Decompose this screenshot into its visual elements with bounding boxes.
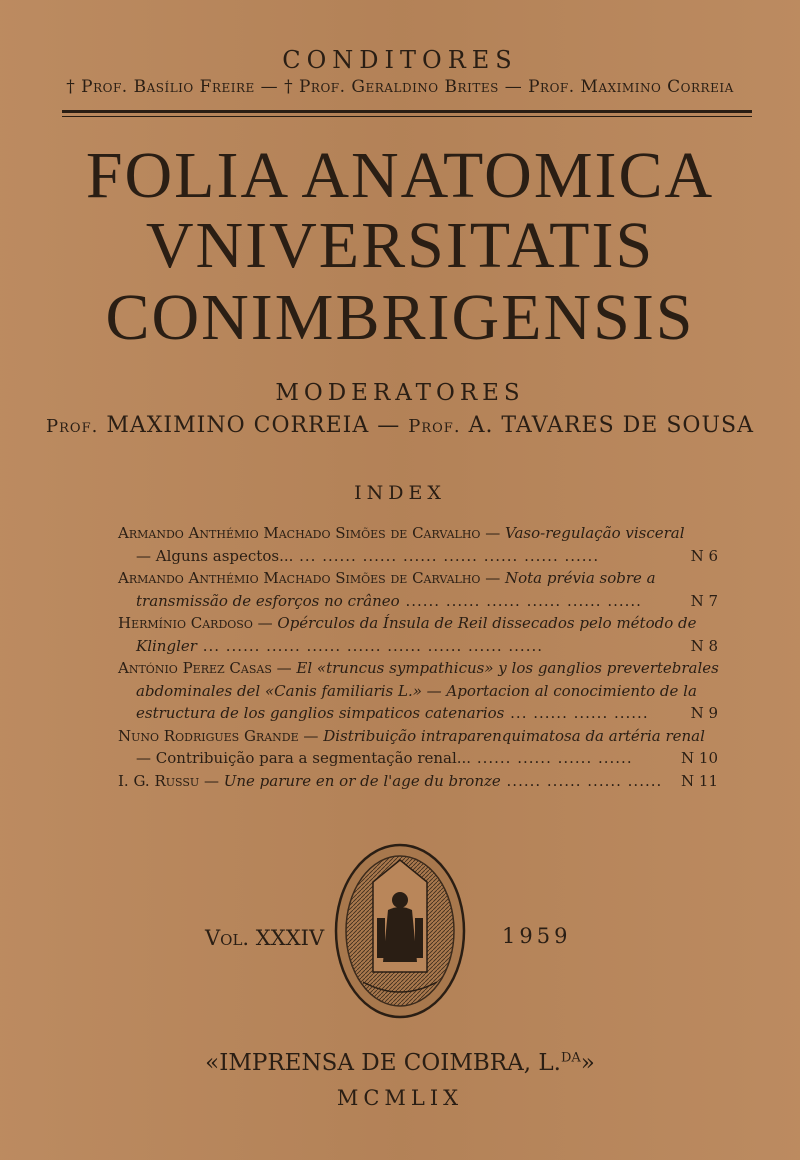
index-heading: INDEX	[354, 482, 446, 504]
index-entry: Hermínio Cardoso — Opérculos da Ínsula de Reil dissecados pelo método de Klingler ... ...... ...... ...... ...... ...... ...... ...... ...... N 8	[118, 612, 718, 657]
entry-number: N 7	[690, 591, 718, 610]
entry-title: El «truncus sympathicus» y los ganglios prevertebrales	[296, 659, 719, 677]
entry-author: Armando Anthémio Machado Simões de Carvalho	[118, 569, 481, 587]
entry-number: N 6	[690, 546, 718, 565]
entry-title: Opérculos da Ínsula de Reil dissecados pelo método de	[277, 614, 697, 632]
publisher-line	[0, 1050, 800, 1076]
conditores-names: † Prof. Basílio Freire — † Prof. Geraldino Brites — Prof. Maximino Correia	[66, 77, 734, 97]
prof-prefix: Prof.	[408, 416, 461, 437]
prof-prefix: Prof.	[46, 416, 99, 437]
entry-title-cont: estructura de los ganglios simpaticos catenarios	[136, 704, 505, 722]
publisher-sup: DA	[560, 1050, 581, 1066]
index-entry: Nuno Rodrigues Grande — Distribuição intraparenquimatosa da artéria renal — Contribuição para a segmentação renal... ...... ...... ...... ...... N 10	[118, 725, 718, 770]
university-seal-icon	[333, 842, 467, 1020]
entry-title: Distribuição intraparenquimatosa da artéria renal	[323, 726, 705, 745]
publisher-end: »	[580, 1050, 595, 1076]
entry-number: N 11	[681, 771, 718, 790]
entry-author: I. G. Russu	[118, 771, 200, 790]
index-entry: Armando Anthémio Machado Simões de Carvalho — Vaso-regulação visceral — Alguns aspectos... ... ...... ...... ...... ...... ...... ...... ...... N 6	[118, 522, 718, 567]
double-rule-top	[62, 110, 752, 113]
index-list	[118, 522, 718, 792]
index-entry: António Perez Casas — El «truncus sympathicus» y los ganglios prevertebrales abdominales del «Canis familiaris L.» — Aportacion al conocimiento de la estructura de los ganglios simpaticos catenarios ... ...... ...... ...... N 9	[118, 657, 718, 725]
double-rule-bottom	[62, 116, 752, 117]
entry-title-cont: Klingler	[136, 636, 197, 655]
entry-number: N 10	[681, 749, 718, 767]
entry-title-cont: transmissão de esforços no crâneo	[136, 591, 400, 610]
moderator-name: MAXIMINO CORREIA	[106, 413, 370, 438]
entry-number: N 8	[690, 636, 718, 655]
entry-title-cont: abdominales del «Canis familiaris L.» — Aportacion al conocimiento de la	[136, 681, 697, 700]
journal-title-line-3: CONIMBRIGENSIS	[105, 281, 695, 354]
entry-author: Armando Anthémio Machado Simões de Carvalho	[118, 524, 481, 542]
index-entry: I. G. Russu — Une parure en or de l'age du bronze ...... ...... ...... ...... N 11	[118, 770, 718, 793]
entry-author: Nuno Rodrigues Grande	[118, 726, 299, 745]
journal-title-line-2: VNIVERSITATIS	[145, 209, 655, 282]
volume-prefix: Vol.	[205, 926, 250, 950]
entry-author: António Perez Casas	[118, 659, 272, 677]
entry-title: Nota prévia sobre a	[505, 569, 656, 587]
index-entry: Armando Anthémio Machado Simões de Carvalho — Nota prévia sobre a transmissão de esforços no crâneo ...... ...... ...... ...... ...... ...... N 7	[118, 567, 718, 612]
entry-author: Hermínio Cardoso	[118, 614, 253, 632]
volume-number: XXXIV	[255, 926, 325, 950]
publication-year: 1959	[502, 924, 572, 948]
moderator-name: A. TAVARES DE SOUSA	[468, 413, 754, 438]
entry-title-cont: — Alguns aspectos...	[136, 546, 294, 565]
moderatores-heading: MODERATORES	[275, 380, 525, 406]
moderatores-names: Prof. MAXIMINO CORREIA — Prof. A. TAVARES DE SOUSA	[46, 413, 754, 438]
entry-title: Une parure en or de l'age du bronze	[223, 771, 501, 790]
publisher-name: «IMPRENSA DE COIMBRA, L.	[205, 1050, 561, 1076]
entry-title-cont: — Contribuição para a segmentação renal...	[136, 749, 472, 767]
entry-title: Vaso-regulação visceral	[505, 524, 685, 542]
conditores-heading: CONDITORES	[282, 46, 518, 74]
entry-number: N 9	[690, 704, 718, 722]
roman-year: MCMLIX	[336, 1086, 464, 1110]
journal-title-line-1: FOLIA ANATOMICA	[85, 139, 715, 212]
volume-label	[205, 926, 324, 950]
